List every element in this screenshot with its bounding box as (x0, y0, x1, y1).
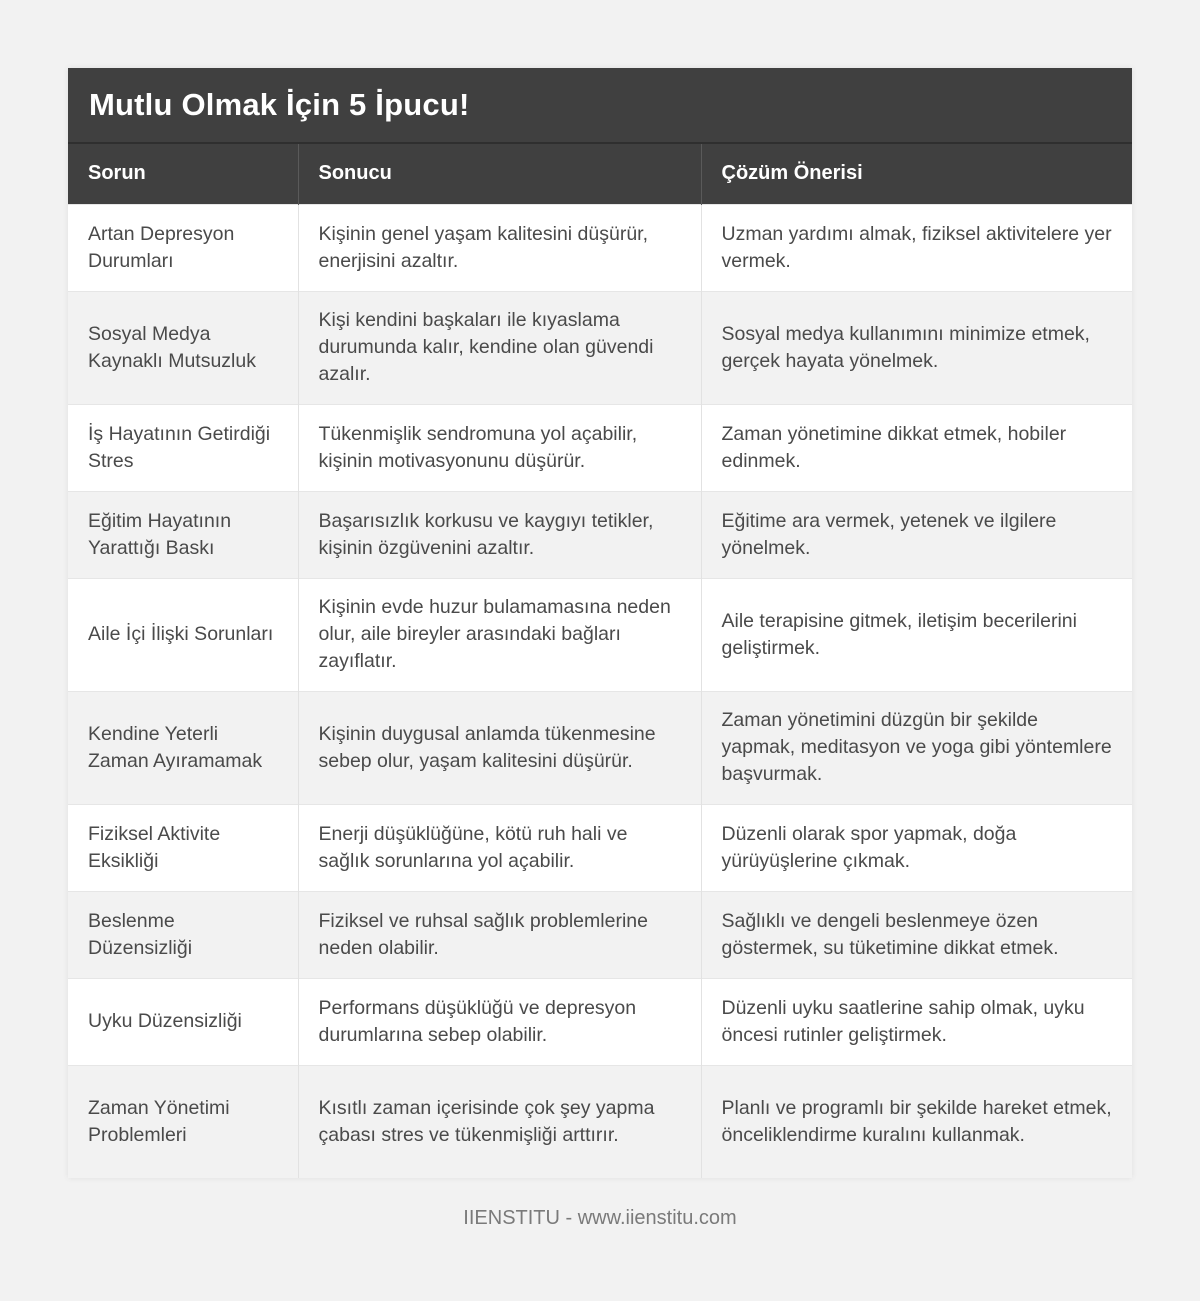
cell-cozum: Sağlıklı ve dengeli beslenmeye özen göstermek, su tüketimine dikkat etmek. (701, 891, 1132, 978)
title-bar (68, 68, 1132, 144)
table-row (68, 578, 1132, 691)
cell-sorun: Aile İçi İlişki Sorunları (68, 578, 298, 691)
cell-sonucu: Kişi kendini başkaları ile kıyaslama durumunda kalır, kendine olan güvendi azalır. (298, 291, 701, 404)
cell-cozum: Düzenli olarak spor yapmak, doğa yürüyüşlerine çıkmak. (701, 804, 1132, 891)
cell-cozum: Eğitime ara vermek, yetenek ve ilgilere yönelmek. (701, 491, 1132, 578)
table-row (68, 891, 1132, 978)
cell-sonucu: Kişinin genel yaşam kalitesini düşürür, enerjisini azaltır. (298, 204, 701, 291)
cell-cozum: Zaman yönetimine dikkat etmek, hobiler edinmek. (701, 404, 1132, 491)
tips-card (68, 68, 1132, 1178)
table-row (68, 804, 1132, 891)
cell-sorun: Eğitim Hayatının Yarattığı Baskı (68, 491, 298, 578)
cell-cozum: Düzenli uyku saatlerine sahip olmak, uyku öncesi rutinler geliştirmek. (701, 978, 1132, 1065)
column-header-sonucu: Sonucu (298, 144, 701, 204)
table-row (68, 404, 1132, 491)
cell-cozum: Sosyal medya kullanımını minimize etmek, gerçek hayata yönelmek. (701, 291, 1132, 404)
table-row (68, 978, 1132, 1065)
footer-credit: IIENSTITU - www.iienstitu.com (463, 1207, 737, 1229)
cell-cozum: Planlı ve programlı bir şekilde hareket etmek, önceliklendirme kuralını kullanmak. (701, 1065, 1132, 1178)
cell-sonucu: Tükenmişlik sendromuna yol açabilir, kişinin motivasyonunu düşürür. (298, 404, 701, 491)
cell-sorun: Artan Depresyon Durumları (68, 204, 298, 291)
table-row (68, 291, 1132, 404)
column-header-sorun: Sorun (68, 144, 298, 204)
tips-table (68, 144, 1132, 1178)
cell-sonucu: Kişinin evde huzur bulamamasına neden olur, aile bireyler arasındaki bağları zayıflatır. (298, 578, 701, 691)
table-row (68, 691, 1132, 804)
cell-sonucu: Başarısızlık korkusu ve kaygıyı tetikler, kişinin özgüvenini azaltır. (298, 491, 701, 578)
cell-sorun: Beslenme Düzensizliği (68, 891, 298, 978)
cell-sonucu: Kısıtlı zaman içerisinde çok şey yapma çabası stres ve tükenmişliği arttırır. (298, 1065, 701, 1178)
cell-sorun: Kendine Yeterli Zaman Ayıramamak (68, 691, 298, 804)
table-row (68, 491, 1132, 578)
table-row (68, 204, 1132, 291)
column-header-cozum-onerisi: Çözüm Önerisi (701, 144, 1132, 204)
cell-sonucu: Kişinin duygusal anlamda tükenmesine sebep olur, yaşam kalitesini düşürür. (298, 691, 701, 804)
cell-sonucu: Enerji düşüklüğüne, kötü ruh hali ve sağlık sorunlarına yol açabilir. (298, 804, 701, 891)
cell-sorun: Zaman Yönetimi Problemleri (68, 1065, 298, 1178)
cell-sonucu: Fiziksel ve ruhsal sağlık problemlerine neden olabilir. (298, 891, 701, 978)
cell-sorun: İş Hayatının Getirdiği Stres (68, 404, 298, 491)
cell-sorun: Uyku Düzensizliği (68, 978, 298, 1065)
table-header-row (68, 144, 1132, 204)
cell-cozum: Zaman yönetimini düzgün bir şekilde yapmak, meditasyon ve yoga gibi yöntemlere başvurmak. (701, 691, 1132, 804)
cell-sorun: Fiziksel Aktivite Eksikliği (68, 804, 298, 891)
cell-sorun: Sosyal Medya Kaynaklı Mutsuzluk (68, 291, 298, 404)
cell-cozum: Aile terapisine gitmek, iletişim becerilerini geliştirmek. (701, 578, 1132, 691)
page-title: Mutlu Olmak İçin 5 İpucu! (89, 87, 470, 122)
cell-cozum: Uzman yardımı almak, fiziksel aktivitelere yer vermek. (701, 204, 1132, 291)
cell-sonucu: Performans düşüklüğü ve depresyon durumlarına sebep olabilir. (298, 978, 701, 1065)
table-row (68, 1065, 1132, 1178)
